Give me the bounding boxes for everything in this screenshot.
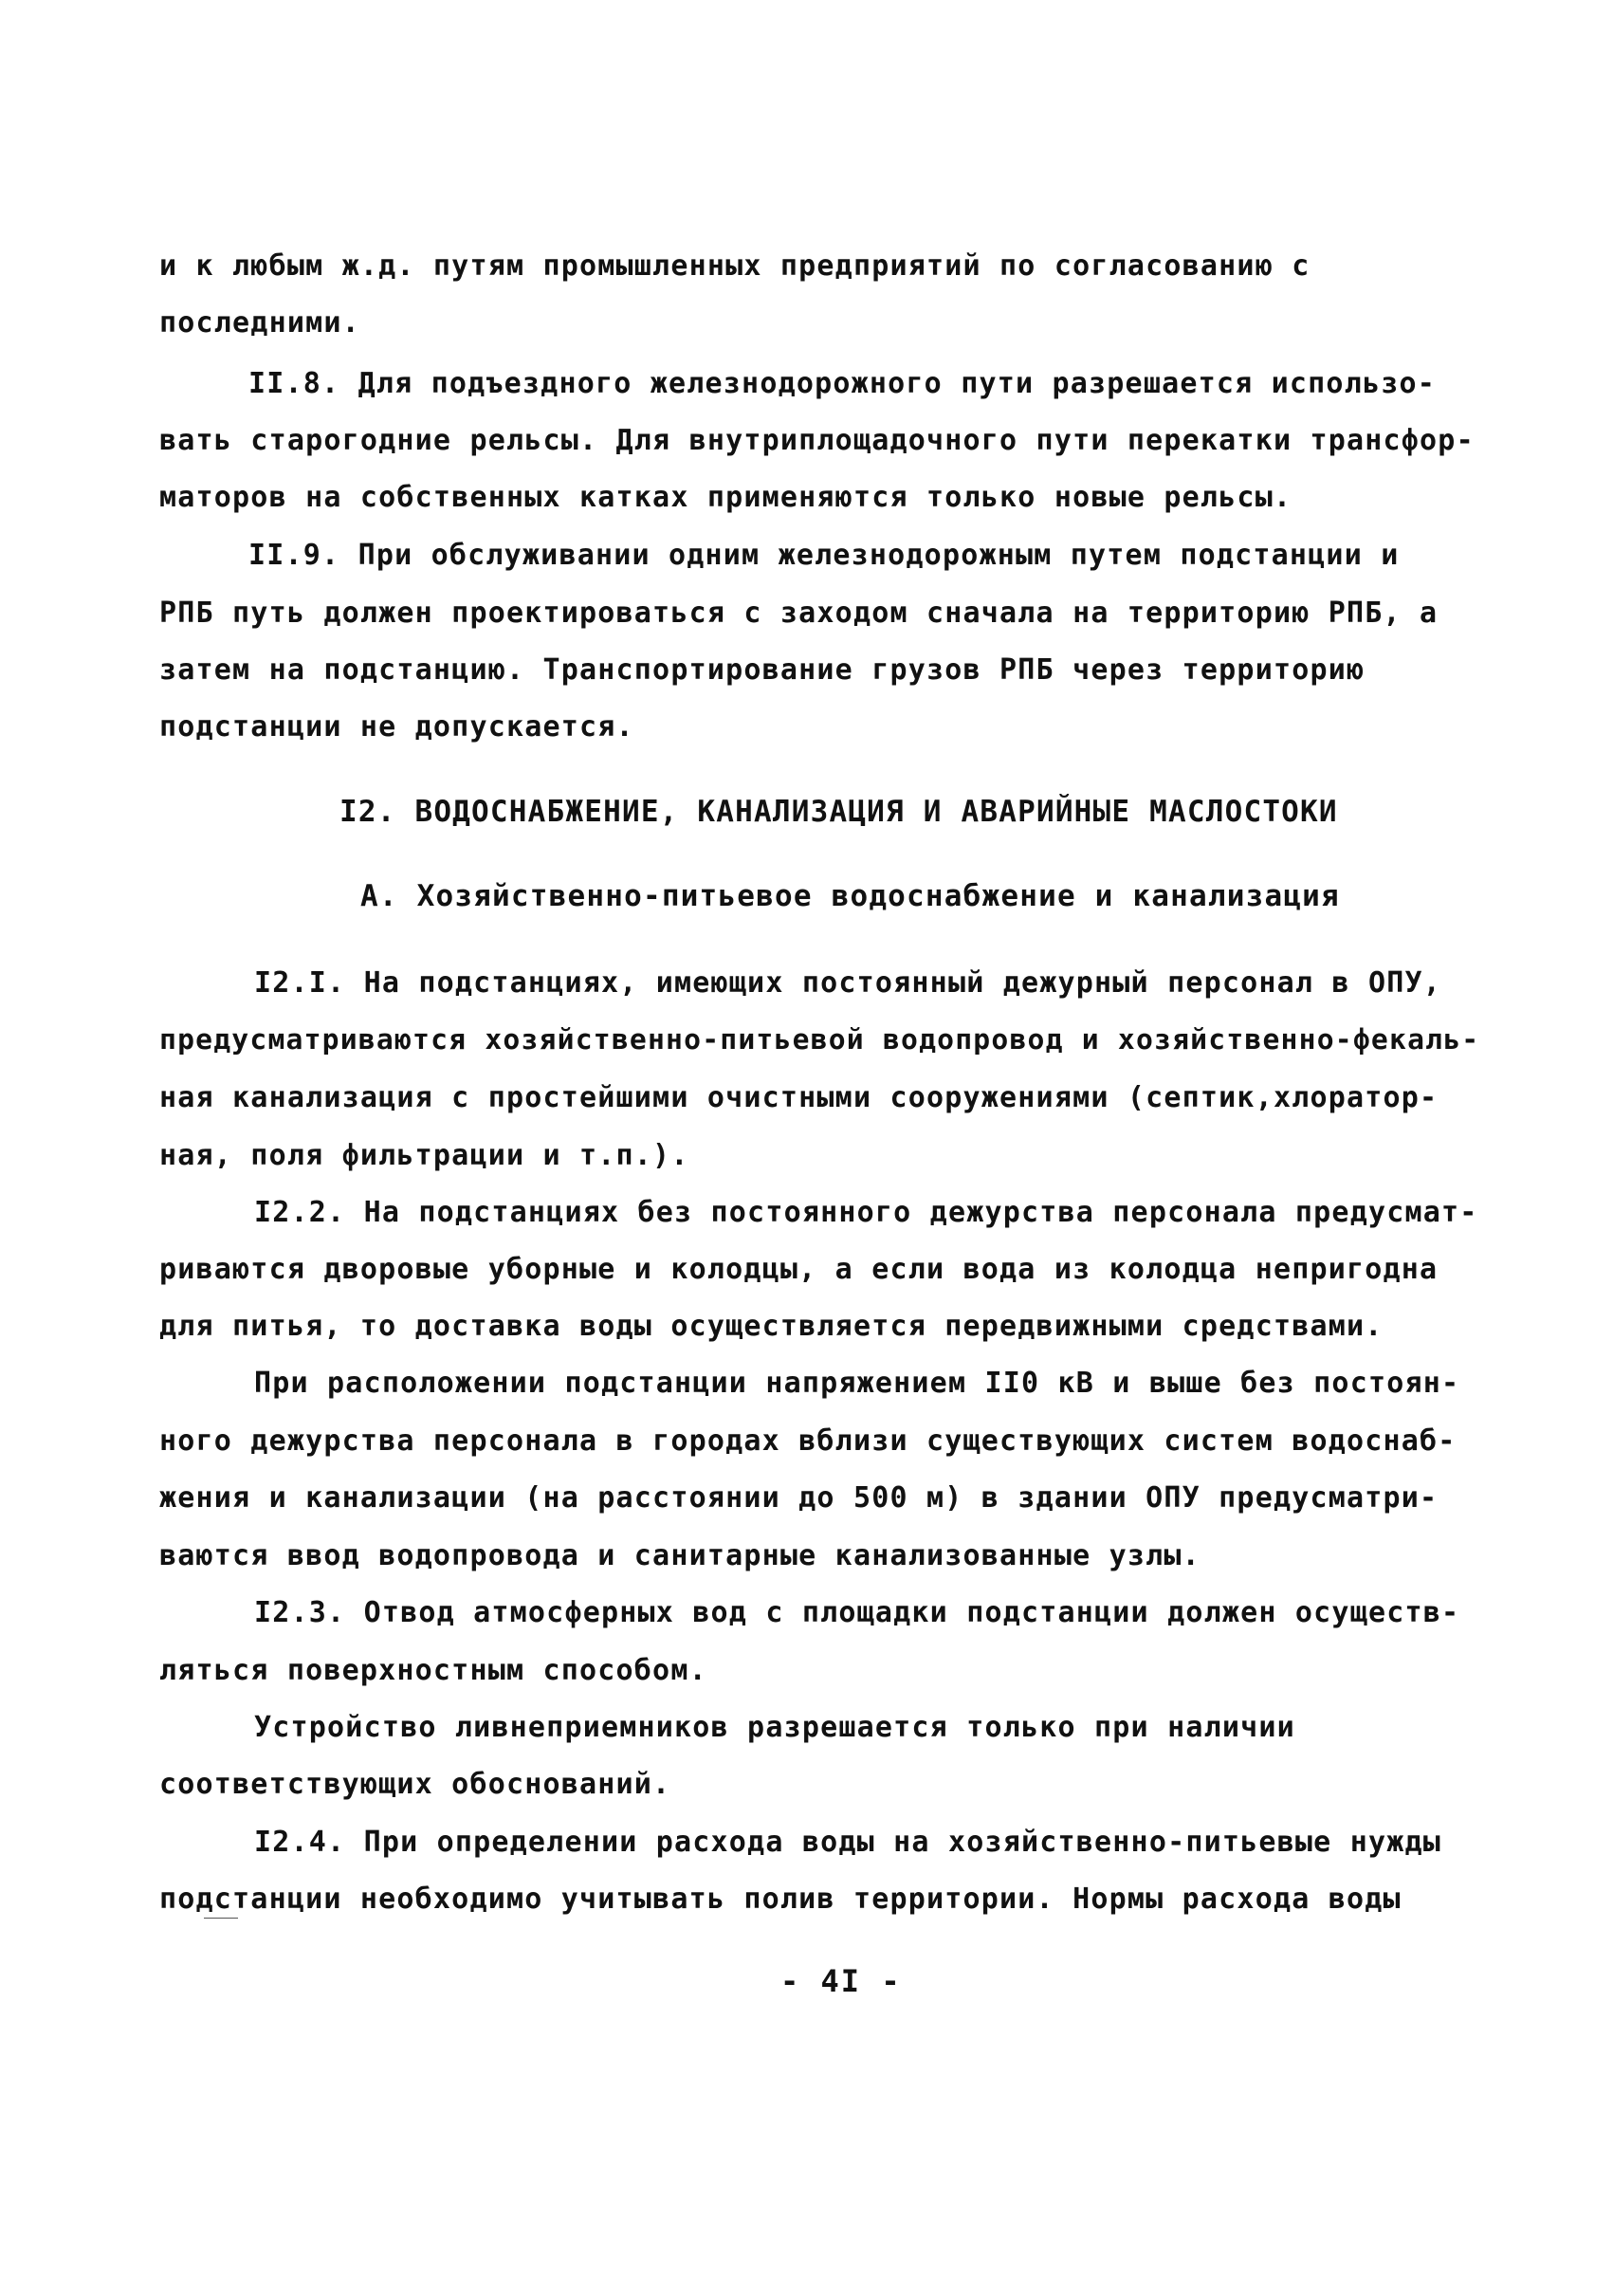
- text-line-15: ная, поля фильтрации и т.п.).: [159, 1139, 689, 1172]
- text-line-6: II.9. При обслуживании одним железнодорожным путем подстанции и: [248, 539, 1400, 572]
- text-line-20: ного дежурства персонала в городах вблизи существующих систем водоснаб-: [159, 1424, 1457, 1458]
- text-line-13: предусматриваются хозяйственно-питьевой водопровод и хозяйственно-фекаль-: [159, 1023, 1480, 1056]
- text-line-8: затем на подстанцию. Транспортирование грузов РПБ через территорию: [159, 653, 1366, 687]
- text-line-2: последними.: [159, 306, 360, 340]
- text-line-16: I2.2. На подстанциях без постоянного дежурства персонала предусмат-: [254, 1196, 1478, 1229]
- text-line-7: РПБ путь должен проектироваться с заходом сначала на территорию РПБ, а: [159, 597, 1439, 630]
- text-line-18: для питья, то доставка воды осуществляется передвижными средствами.: [159, 1310, 1384, 1343]
- text-line-22: ваются ввод водопровода и санитарные канализованные узлы.: [159, 1539, 1201, 1572]
- text-line-14: ная канализация с простейшими очистными сооружениями (септик,хлоратор-: [159, 1081, 1439, 1114]
- subsection-heading: А. Хозяйственно-питьевое водоснабжение и канализация: [360, 879, 1340, 913]
- section-heading: I2. ВОДОСНАБЖЕНИЕ, КАНАЛИЗАЦИЯ И АВАРИЙНЫЕ МАСЛОСТОКИ: [339, 795, 1338, 829]
- text-line-28: подстанции необходимо учитывать полив территории. Нормы расхода воды: [159, 1883, 1402, 1916]
- text-line-4: вать старогодние рельсы. Для внутриплощадочного пути перекатки трансфор-: [159, 424, 1475, 457]
- text-line-17: риваются дворовые уборные и колодцы, а если вода из колодца непригодна: [159, 1253, 1439, 1286]
- text-line-21: жения и канализации (на расстоянии до 500 м) в здании ОПУ предусматри-: [159, 1481, 1439, 1515]
- text-line-27: I2.4. При определении расхода воды на хозяйственно-питьевые нужды: [254, 1826, 1441, 1859]
- margin-mark: [204, 1918, 238, 1919]
- text-line-5: маторов на собственных катках применяются только новые рельсы.: [159, 481, 1292, 514]
- text-line-1: и к любым ж.д. путям промышленных предприятий по согласованию с: [159, 249, 1311, 283]
- text-line-19: При расположении подстанции напряжением II0 кВ и выше без постоян-: [254, 1367, 1460, 1400]
- text-line-3: II.8. Для подъездного железнодорожного пути разрешается использо-: [248, 367, 1436, 400]
- text-line-12: I2.I. На подстанциях, имеющих постоянный дежурный персонал в ОПУ,: [254, 966, 1441, 1000]
- text-line-23: I2.3. Отвод атмосферных вод с площадки подстанции должен осуществ-: [254, 1596, 1460, 1629]
- text-line-26: соответствующих обоснований.: [159, 1768, 671, 1801]
- text-line-25: Устройство ливнеприемников разрешается только при наличии: [254, 1711, 1295, 1744]
- text-line-9: подстанции не допускается.: [159, 710, 634, 744]
- text-line-24: ляться поверхностным способом.: [159, 1654, 707, 1687]
- page-number: - 4I -: [780, 1963, 902, 1999]
